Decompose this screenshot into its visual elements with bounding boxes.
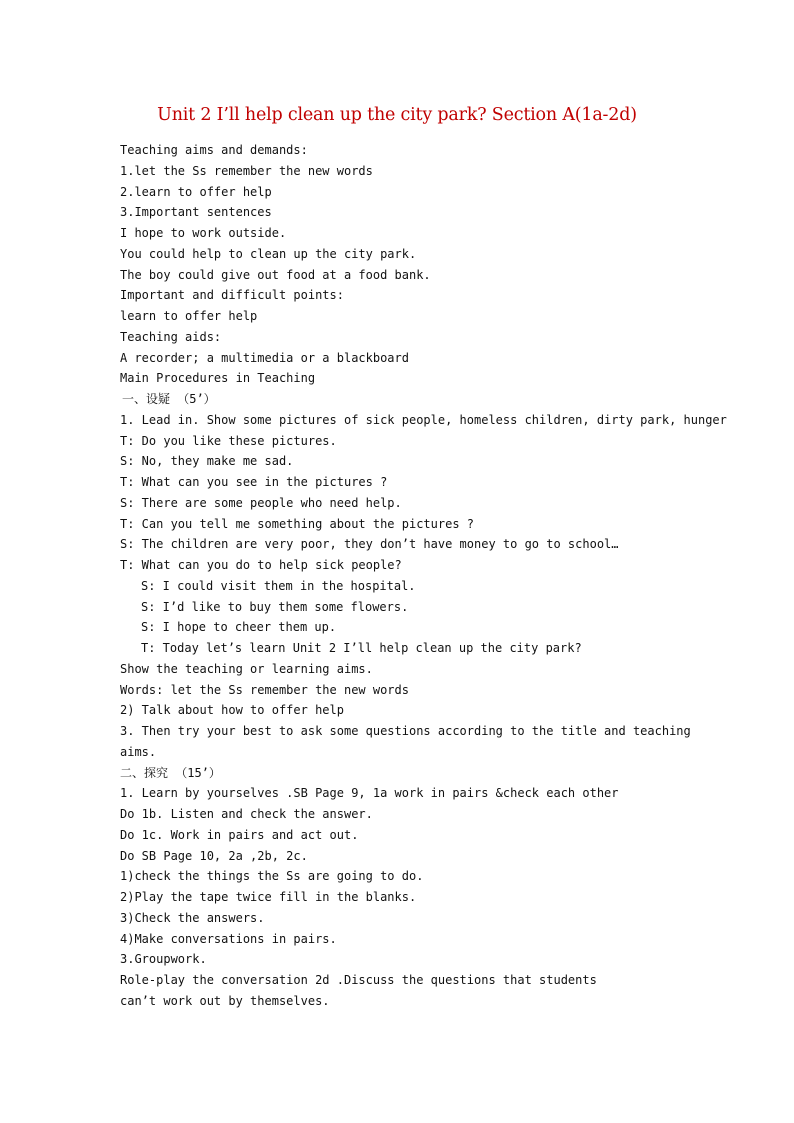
text-line: Teaching aims and demands:	[120, 143, 308, 157]
text-line: 4)Make conversations in pairs.	[120, 931, 337, 946]
text-line: Do 1b. Listen and check the answer.	[120, 807, 373, 821]
text-line: 2)Play the tape twice fill in the blanks.	[120, 890, 417, 904]
text-line: Do 1c. Work in pairs and act out.	[120, 827, 359, 842]
text-line: 1. Lead in. Show some pictures of sick people, homeless children, dirty park, hunger	[120, 412, 727, 427]
text-line: 一、设疑 （5’）	[122, 392, 216, 406]
text-line: I hope to work outside.	[120, 226, 287, 240]
text-line: 3.Important sentences	[120, 205, 272, 220]
text-line: aims.	[120, 744, 157, 759]
text-line: 2.learn to offer help	[120, 184, 272, 199]
text-line: S: I’d like to buy them some flowers.	[141, 599, 409, 614]
text-line: 2) Talk about how to offer help	[120, 703, 344, 718]
text-line: 3. Then try your best to ask some questions according to the title and teaching	[120, 724, 691, 738]
text-line: Words: let the Ss remember the new words	[120, 682, 409, 697]
text-line: T: What can you see in the pictures ?	[120, 475, 388, 489]
text-line: S: I could visit them in the hospital.	[141, 578, 416, 593]
text-line: You could help to clean up the city park.	[120, 246, 417, 261]
text-line: 3.Groupwork.	[120, 952, 207, 967]
text-line: 1.let the Ss remember the new words	[120, 163, 373, 178]
text-line: S: There are some people who need help.	[120, 495, 402, 510]
text-line: Do SB Page 10, 2a ,2b, 2c.	[120, 848, 308, 863]
text-line: Teaching aids:	[120, 329, 222, 344]
document-title: Unit 2 I’ll help clean up the city park? Section A(1a-2d)	[157, 105, 637, 125]
text-line: 3)Check the answers.	[120, 910, 265, 925]
text-line: Main Procedures in Teaching	[120, 371, 316, 386]
text-line: Show the teaching or learning aims.	[120, 661, 373, 676]
text-line: A recorder; a multimedia or a blackboard	[120, 350, 409, 365]
text-line: S: The children are very poor, they don’t have money to go to school…	[120, 537, 619, 552]
text-line: T: Do you like these pictures.	[120, 433, 337, 448]
text-line: S: No, they make me sad.	[120, 454, 294, 469]
text-line: Important and difficult points:	[120, 288, 344, 303]
text-line: T: Can you tell me something about the pictures ?	[120, 516, 475, 531]
text-line: can’t work out by themselves.	[120, 993, 330, 1008]
text-line: learn to offer help	[120, 309, 258, 323]
text-line: The boy could give out food at a food bank.	[120, 267, 431, 282]
document-body	[120, 140, 727, 1012]
text-line: S: I hope to cheer them up.	[141, 620, 337, 635]
text-line: Role-play the conversation 2d .Discuss the questions that students	[120, 973, 597, 987]
text-line: 二、探究 （15’）	[120, 765, 221, 780]
text-line: 1. Learn by yourselves .SB Page 9, 1a work in pairs &check each other	[120, 786, 619, 801]
text-line: 1)check the things the Ss are going to do.	[120, 869, 424, 884]
text-line: T: Today let’s learn Unit 2 I’ll help clean up the city park?	[141, 641, 582, 655]
text-line: T: What can you do to help sick people?	[120, 558, 402, 572]
